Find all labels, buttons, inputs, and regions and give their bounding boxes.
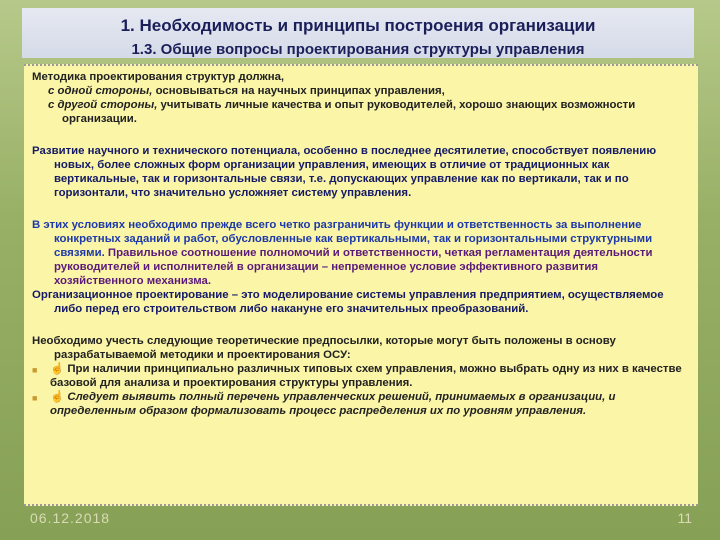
bullet-item-2	[32, 390, 690, 418]
bullet-2-body: Следует выявить полный перечень управленческих решений, принимаемых в организации, и определенным образом формализовать процесс распределения их по уровням управления.	[50, 391, 616, 417]
p3-part2: Правильное соотношение полномочий и ответственности, четкая регламентация деятельности руководителей и исполнителей в организации – непременное условие эффективного развития хозяйственного механизма.	[54, 247, 653, 287]
paragraph-methodology	[32, 70, 690, 126]
bullet-item-1	[32, 362, 690, 390]
square-bullet-icon: ■	[32, 365, 38, 375]
slide-title: 1. Необходимость и принципы построения организации	[120, 16, 596, 35]
paragraph-conditions	[32, 218, 690, 288]
p1-second-side-em: с другой стороны,	[48, 99, 158, 111]
pointing-hand-icon: ☝	[50, 363, 65, 375]
content-panel	[24, 64, 698, 506]
p1-first-side-text: основываться на научных принципах управления,	[152, 85, 445, 97]
p1-first-side	[32, 84, 690, 98]
p1-intro: Методика проектирования структур должна,	[32, 71, 285, 83]
footer-date: 06.12.2018	[30, 510, 111, 526]
paragraph-development: Развитие научного и технического потенциала, особенно в последнее десятилетие, способствует появлению новых, более сложных форм организации управления, имеющих в отличие от традиционных как вертикальные, так и горизонтальные связи, т.е. допускающих управление как по вертикали, так и по горизонтали, что значительно усложняет систему управления.	[32, 145, 657, 199]
pointing-hand-icon: ☝	[50, 391, 65, 403]
footer-page-number: 11	[677, 510, 692, 526]
slide-header	[22, 8, 694, 58]
p1-second-side-text: учитывать личные качества и опыт руководителей, хорошо знающих возможности организации.	[62, 99, 636, 125]
paragraph-org-design: Организационное проектирование – это моделирование системы управления предприятием, осуществляемое либо перед его строительством либо накануне его значительных преобразований.	[32, 289, 664, 315]
paragraph-prerequisites: Необходимо учесть следующие теоретические предпосылки, которые могут быть положены в основу разрабатываемой методики и проектирования ОСУ:	[32, 335, 616, 361]
bullet-1-body: При наличии принципиально различных типовых схем управления, можно выбрать одну из них в качестве базовой для анализа и проектирования структуры управления.	[50, 363, 682, 389]
p3-part1: В этих условиях необходимо прежде всего четко разграничить функции и ответственность за выполнение конкретных заданий и работ, обусловленные как вертикальными, так и горизонтальными структурными связями.	[32, 219, 653, 259]
slide-subtitle: 1.3. Общие вопросы проектирования структуры управления	[131, 41, 585, 58]
bullet-2-text	[50, 390, 690, 418]
bullet-1-text	[50, 362, 690, 390]
p1-first-side-em: с одной стороны,	[48, 85, 153, 97]
square-bullet-icon: ■	[32, 393, 38, 403]
p1-second-side	[32, 98, 690, 126]
